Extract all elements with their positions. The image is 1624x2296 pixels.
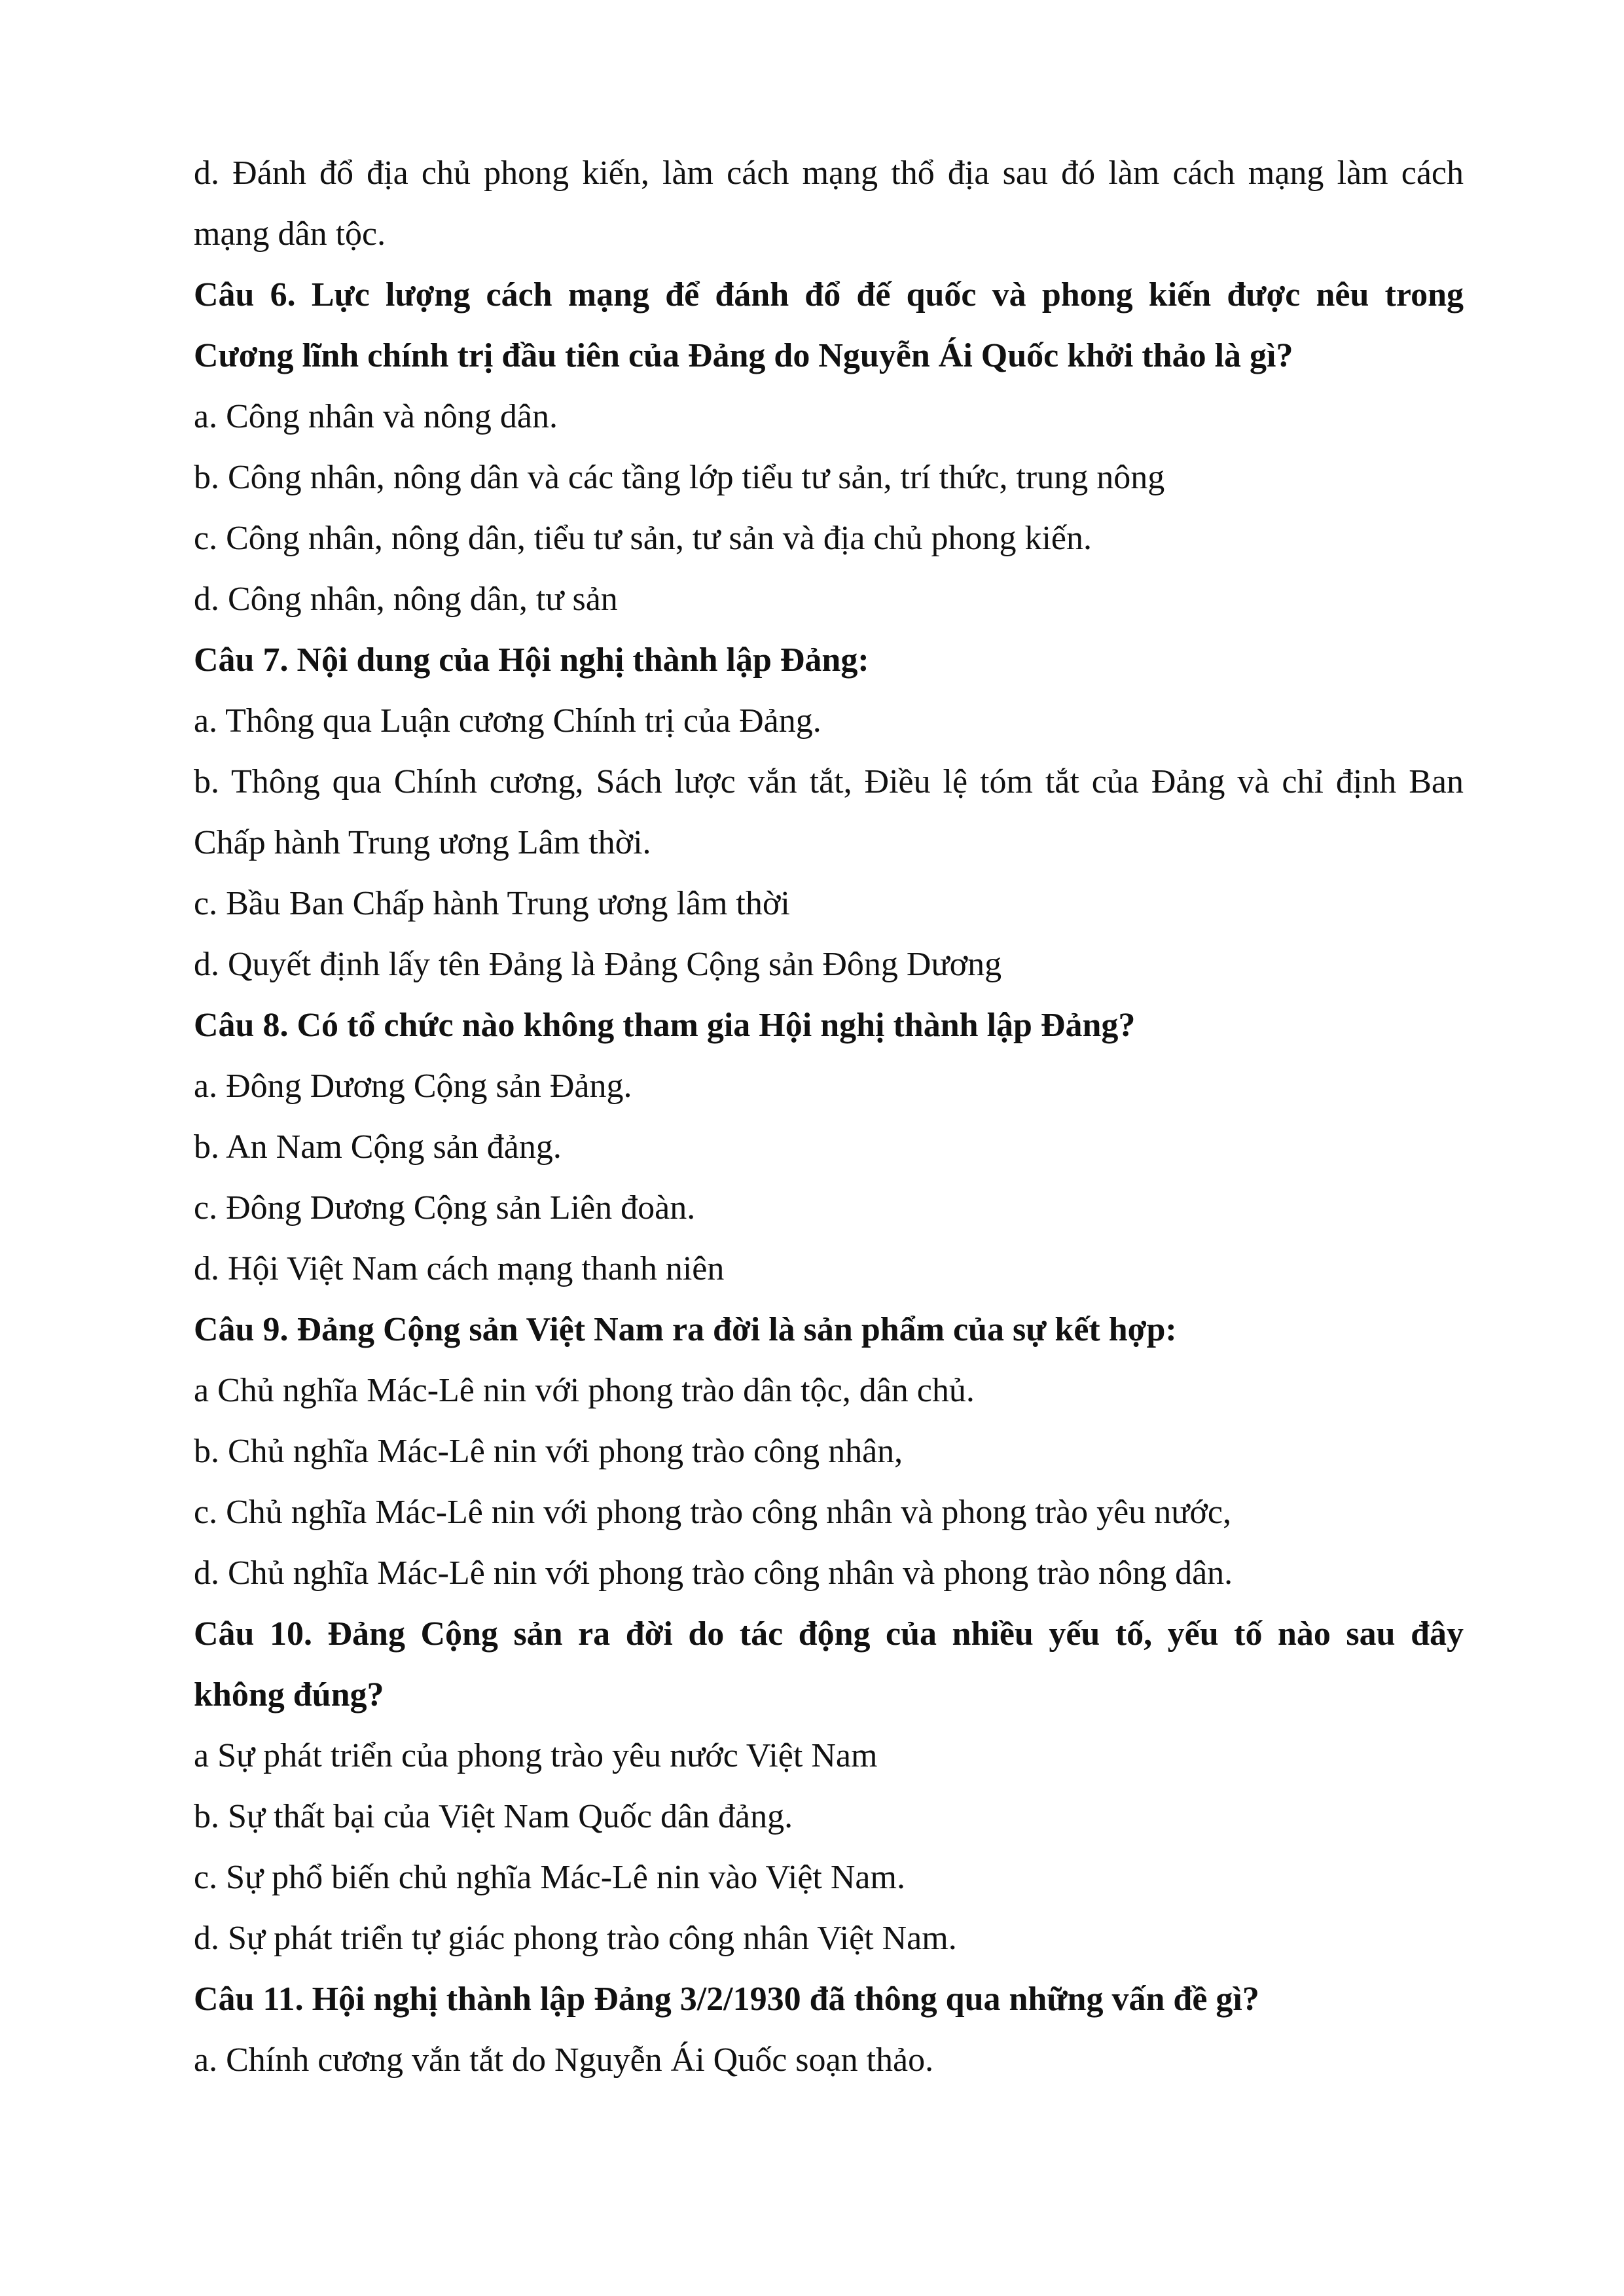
option-a: a Chủ nghĩa Mác-Lê nin với phong trào dân tộc, dân chủ. <box>194 1372 975 1409</box>
question-title: Câu 10. Đảng Cộng sản ra đời do tác động của nhiều yếu tố, yếu tố nào sau đây <box>194 1615 1464 1653</box>
question-title: Câu 8. Có tổ chức nào không tham gia Hội nghị thành lập Đảng? <box>194 1007 1136 1044</box>
option-c: c. Bầu Ban Chấp hành Trung ương lâm thời <box>194 885 790 922</box>
option-c: c. Sự phổ biến chủ nghĩa Mác-Lê nin vào Việt Nam. <box>194 1859 905 1896</box>
option-a: a. Công nhân và nông dân. <box>194 398 558 435</box>
question-title: Câu 7. Nội dung của Hội nghị thành lập Đảng: <box>194 641 869 679</box>
continuation-option-d <box>194 143 1464 264</box>
option-a: a. Thông qua Luận cương Chính trị của Đảng. <box>194 702 821 740</box>
option-d: d. Chủ nghĩa Mác-Lê nin với phong trào công nhân và phong trào nông dân. <box>194 1554 1233 1592</box>
option-d: d. Hội Việt Nam cách mạng thanh niên <box>194 1250 725 1287</box>
option-d: d. Quyết định lấy tên Đảng là Đảng Cộng sản Đông Dương <box>194 946 1002 983</box>
option-a: a Sự phát triển của phong trào yêu nước Việt Nam <box>194 1737 878 1774</box>
question-title: Câu 9. Đảng Cộng sản Việt Nam ra đời là sản phẩm của sự kết hợp: <box>194 1311 1177 1348</box>
option-b: b. Chủ nghĩa Mác-Lê nin với phong trào công nhân, <box>194 1433 903 1470</box>
question-6 <box>194 264 1464 630</box>
option-b: b. An Nam Cộng sản đảng. <box>194 1128 562 1166</box>
document-page <box>194 143 1464 2090</box>
question-10 <box>194 1604 1464 1969</box>
option-c: c. Công nhân, nông dân, tiểu tư sản, tư sản và địa chủ phong kiến. <box>194 520 1092 557</box>
question-9 <box>194 1299 1464 1604</box>
option-a: a. Chính cương vắn tắt do Nguyễn Ái Quốc soạn thảo. <box>194 2041 934 2079</box>
question-11 <box>194 1969 1464 2090</box>
option-b: b. Sự thất bại của Việt Nam Quốc dân đảng. <box>194 1798 793 1835</box>
question-7 <box>194 630 1464 995</box>
question-title: không đúng? <box>194 1676 384 1713</box>
option-c: c. Đông Dương Cộng sản Liên đoàn. <box>194 1189 696 1227</box>
option-line: d. Đánh đổ địa chủ phong kiến, làm cách mạng thổ địa sau đó làm cách mạng làm cách <box>194 154 1464 192</box>
option-a: a. Đông Dương Cộng sản Đảng. <box>194 1067 632 1105</box>
option-d: d. Công nhân, nông dân, tư sản <box>194 581 618 618</box>
option-b: b. Công nhân, nông dân và các tầng lớp tiểu tư sản, trí thức, trung nông <box>194 459 1165 496</box>
option-line: mạng dân tộc. <box>194 215 386 253</box>
question-title: Câu 11. Hội nghị thành lập Đảng 3/2/1930 đã thông qua những vấn đề gì? <box>194 1981 1259 2018</box>
question-title: Cương lĩnh chính trị đầu tiên của Đảng do Nguyễn Ái Quốc khởi thảo là gì? <box>194 337 1293 374</box>
option-b: b. Thông qua Chính cương, Sách lược vắn tắt, Điều lệ tóm tắt của Đảng và chỉ định Ban <box>194 763 1464 800</box>
question-title: Câu 6. Lực lượng cách mạng để đánh đổ đế quốc và phong kiến được nêu trong <box>194 276 1464 314</box>
question-8 <box>194 995 1464 1299</box>
option-b-continuation: Chấp hành Trung ương Lâm thời. <box>194 824 651 861</box>
option-d: d. Sự phát triển tự giác phong trào công nhân Việt Nam. <box>194 1920 957 1957</box>
option-c: c. Chủ nghĩa Mác-Lê nin với phong trào công nhân và phong trào yêu nước, <box>194 1494 1232 1531</box>
